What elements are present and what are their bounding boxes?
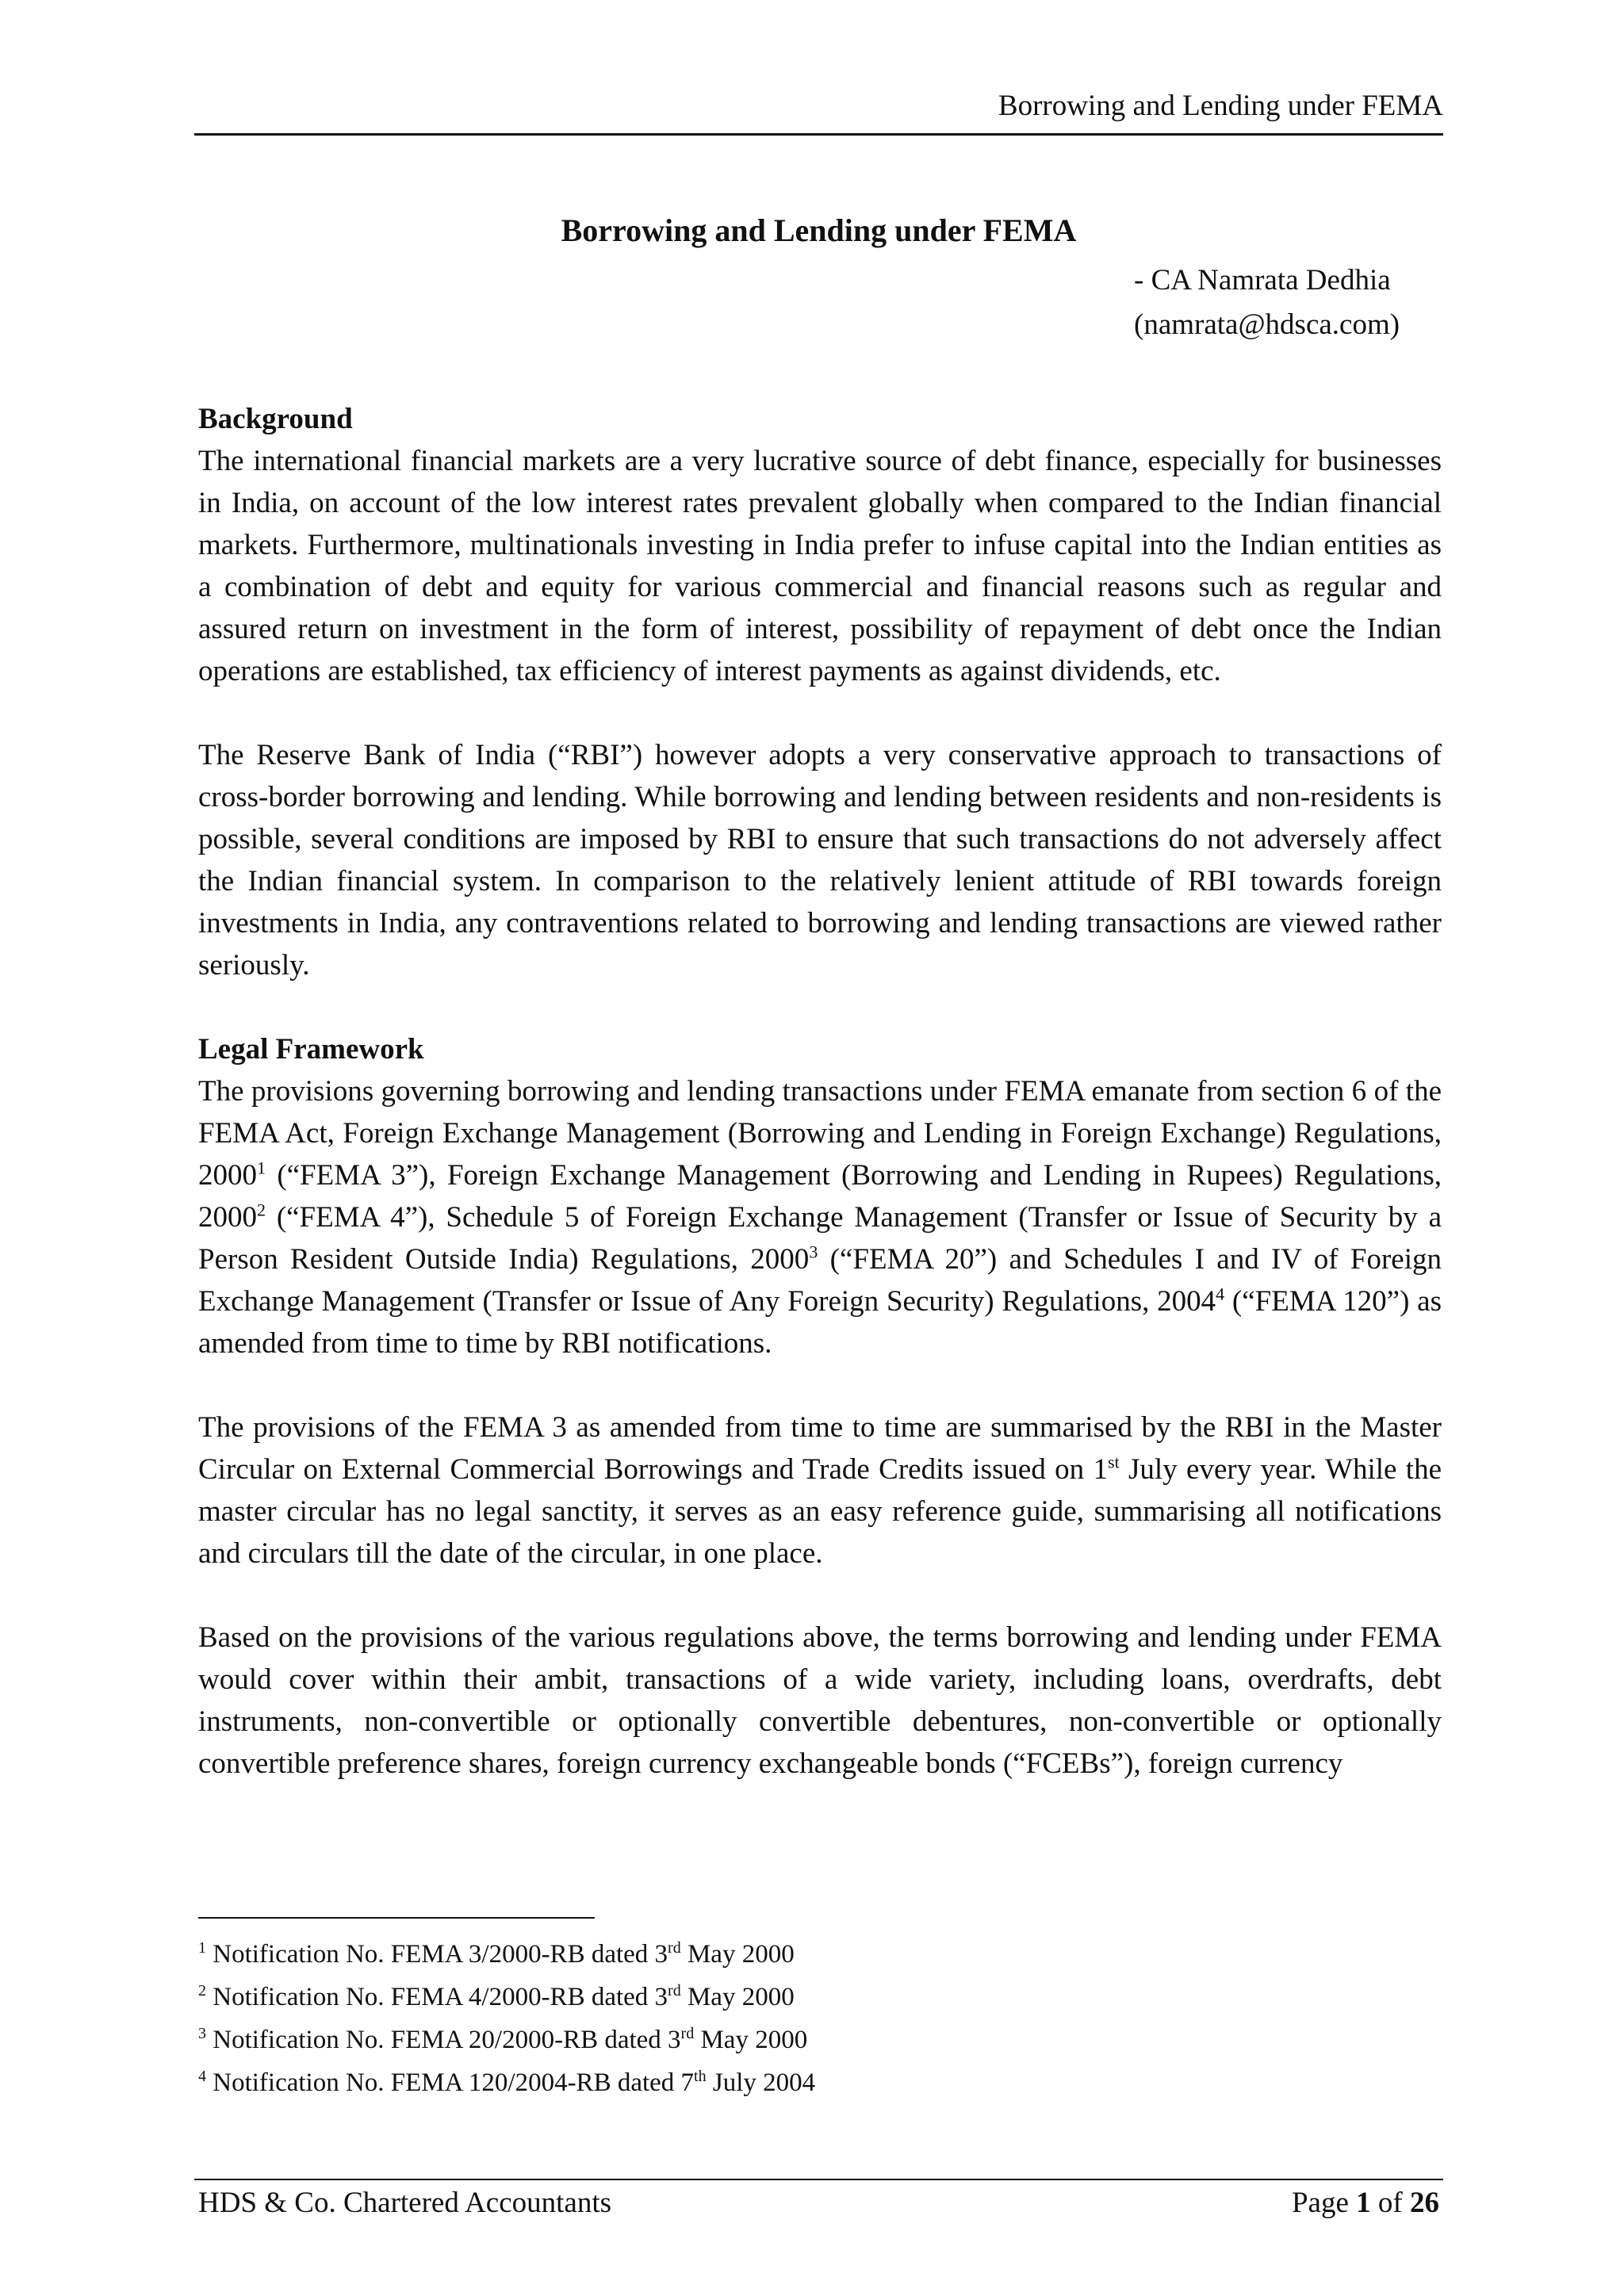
ordinal-suffix: rd — [668, 1939, 681, 1957]
author-name: - CA Namrata Dedhia — [1134, 264, 1391, 297]
legal-p1-text-a: The provisions governing borrowing and lending transactions under FEMA emanate from section 6 of the FEMA Act, Foreign Exchange Management (Borrowing and Lending in Foreign Exchange) Regulations, 2000 — [198, 1075, 1442, 1192]
footnote-number: 3 — [198, 2025, 206, 2042]
current-page: 1 — [1356, 2187, 1371, 2219]
legal-p2-text-b: July every year. While the master circular has no legal sanctity, it serves as an easy reference guide, summarising all notifications and circulars till the date of the circular, in one place. — [198, 1453, 1442, 1570]
footnote-text: Notification No. FEMA 20/2000-RB dated 3 — [206, 2026, 681, 2054]
legal-p1-text-c: (“FEMA 4”), Schedule 5 of Foreign Exchange Management (Transfer or Issue of Security by a Person Resident Outside India) Regulations, 2000 — [198, 1201, 1442, 1276]
footnote-text-rest: May 2000 — [680, 1940, 795, 1969]
legal-p1-text-b: (“FEMA 3”), Foreign Exchange Management (Borrowing and Lending in Rupees) Regulations, 2000 — [198, 1159, 1442, 1234]
ordinal-suffix: rd — [680, 2025, 695, 2042]
footnotes — [198, 1933, 1388, 2104]
footnote-number: 1 — [198, 1939, 206, 1957]
page-of-label: of — [1370, 2187, 1410, 2219]
legal-framework-heading: Legal Framework — [198, 1033, 424, 1066]
footnote-text-rest: May 2000 — [694, 2026, 808, 2054]
header-rule — [194, 133, 1443, 136]
author-block — [1134, 258, 1467, 347]
footnote-number: 4 — [198, 2068, 206, 2085]
footnote-text-rest: May 2000 — [680, 1983, 795, 2011]
footnote-text: Notification No. FEMA 4/2000-RB dated 3 — [206, 1983, 668, 2011]
background-paragraph-2: The Reserve Bank of India (“RBI”) however adopts a very conservative approach to transactions of cross-border borrowing and lending. While borrowing and lending between residents and non-residents is possible, several conditions are imposed by RBI to ensure that such transactions do not adversely affect the Indian financial system. In comparison to the relatively lenient attitude of RBI towards foreign investments in India, any contraventions related to borrowing and lending transactions are viewed rather seriously. — [198, 739, 1442, 982]
footnote-ref-3[interactable]: 3 — [809, 1242, 818, 1262]
footer-rule — [194, 2179, 1443, 2180]
legal-paragraph-1 — [198, 1070, 1442, 1364]
legal-p1-text-d: (“FEMA 20”) and Schedules I and IV of Foreign Exchange Management (Transfer or Issue of Any Foreign Security) Regulations, 2004 — [198, 1243, 1442, 1318]
footnote — [198, 1976, 1388, 2019]
legal-paragraph-3: Based on the provisions of the various regulations above, the terms borrowing and lending under FEMA would cover within their ambit, transactions of a wide variety, including loans, overdrafts, debt instruments, non-convertible or optionally convertible debentures, non-convertible or optionally convertible preference shares, foreign currency exchangeable bonds (“FCEBs”), foreign currency — [198, 1621, 1442, 1780]
page-number — [1292, 2185, 1439, 2221]
footnote-ref-4[interactable]: 4 — [1216, 1284, 1225, 1304]
footnote-number: 2 — [198, 1982, 206, 1999]
total-pages: 26 — [1410, 2187, 1439, 2219]
legal-p1-text-e: (“FEMA 120”) as amended from time to time by RBI notifications. — [198, 1285, 1442, 1360]
footnote-rule — [198, 1917, 595, 1919]
running-header: Borrowing and Lending under FEMA — [998, 90, 1443, 122]
page-label: Page — [1291, 2187, 1357, 2219]
body-content — [198, 398, 1442, 1785]
footnote-text: Notification No. FEMA 120/2004-RB dated 7 — [206, 2068, 695, 2097]
background-heading: Background — [198, 403, 353, 435]
footnote — [198, 2061, 1388, 2104]
footnote-ref-2[interactable]: 2 — [257, 1200, 266, 1220]
footnote — [198, 1933, 1388, 1976]
legal-p2-text-a: The provisions of the FEMA 3 as amended from time to time are summarised by the RBI in the Master Circular on External Commercial Borrowings and Trade Credits issued on 1 — [198, 1411, 1442, 1486]
background-paragraph-1: The international financial markets are a very lucrative source of debt finance, especially for businesses in India, on account of the low interest rates prevalent globally when compared to the Indian financial markets. Furthermore, multinationals investing in India prefer to infuse capital into the Indian entities as a combination of debt and equity for various commercial and financial reasons such as regular and assured return on investment in the form of interest, possibility of repayment of debt once the Indian operations are established, tax efficiency of interest payments as against dividends, etc. — [198, 445, 1442, 687]
firm-name: HDS & Co. Chartered Accountants — [198, 2187, 611, 2219]
ordinal-suffix: th — [694, 2068, 707, 2085]
ordinal-suffix: st — [1108, 1452, 1120, 1472]
author-email: (namrata@hdsca.com) — [1134, 308, 1400, 341]
ordinal-suffix: rd — [668, 1982, 681, 1999]
page-title: Borrowing and Lending under FEMA — [561, 212, 1077, 248]
footnote-text: Notification No. FEMA 3/2000-RB dated 3 — [206, 1940, 668, 1969]
footnote — [198, 2019, 1388, 2061]
legal-paragraph-2 — [198, 1406, 1442, 1575]
footnote-text-rest: July 2004 — [706, 2068, 816, 2097]
footnote-ref-1[interactable]: 1 — [257, 1158, 266, 1178]
